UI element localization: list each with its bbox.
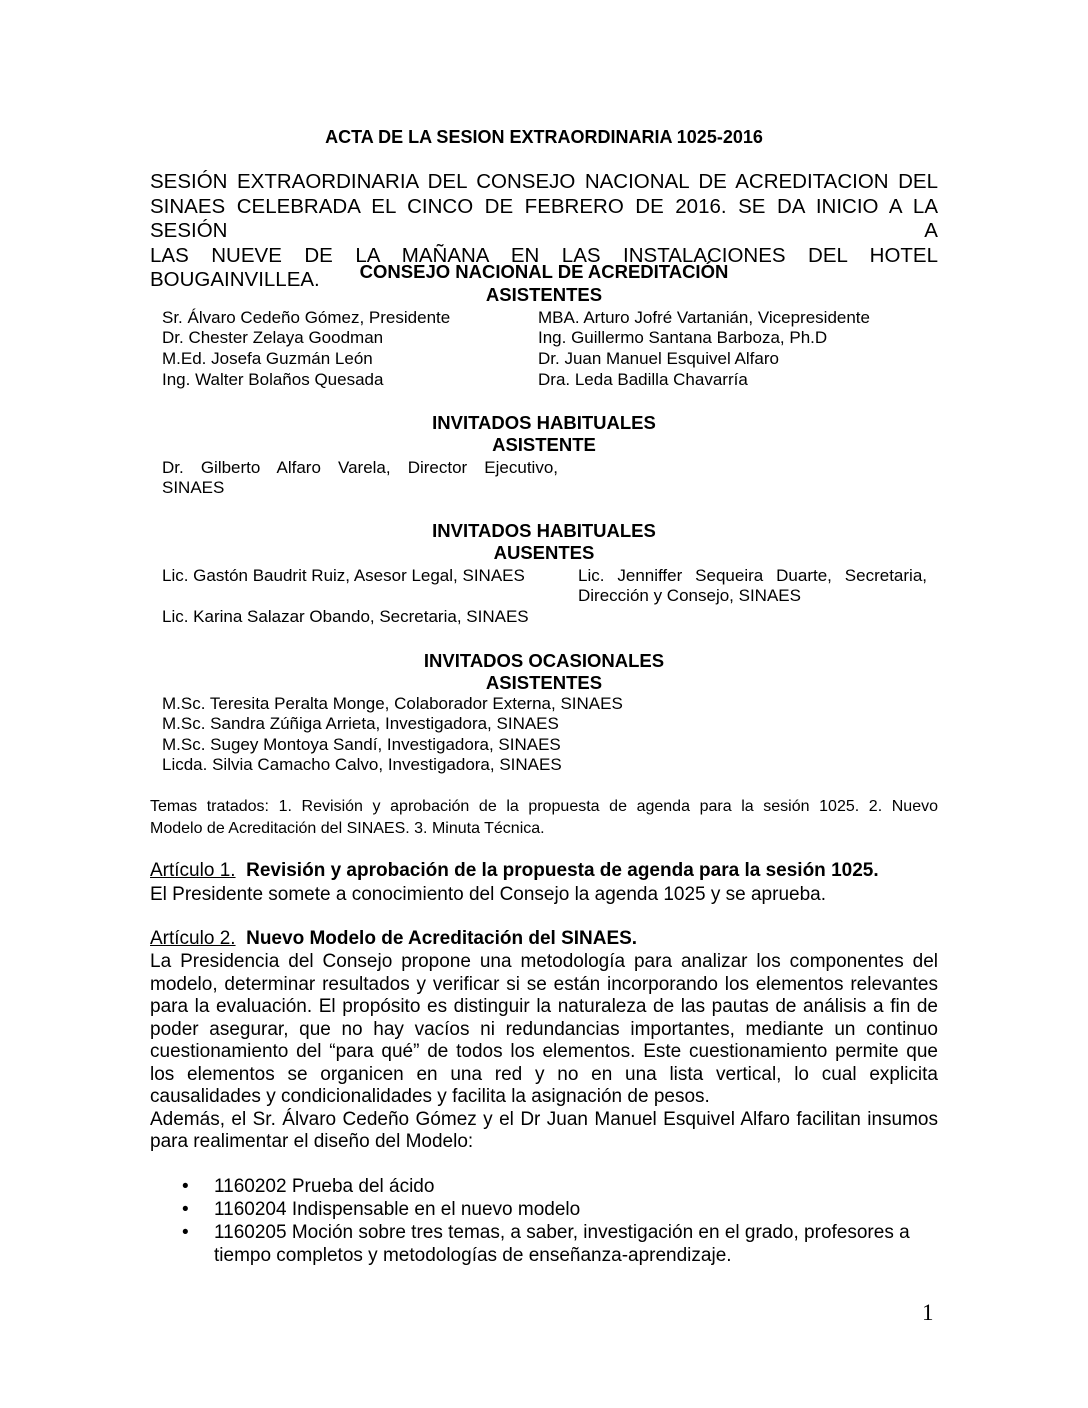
article-label: Artículo 2. (150, 928, 236, 949)
body-line: para la evaluación. El propósito es distinguir la naturaleza de las pautas de análisis a fin de (150, 996, 938, 1017)
guest-line: SINAES (162, 478, 225, 497)
occasional-guest: M.Sc. Teresita Peralta Monge, Colaborador Externa, SINAES (162, 694, 623, 713)
bullet-icon: • (182, 1222, 189, 1243)
page-number: 1 (922, 1300, 934, 1325)
council-member: Sr. Álvaro Cedeño Gómez, Presidente (162, 308, 451, 327)
intro-line: LAS NUEVE DE LA MAÑANA EN LAS INSTALACIONES DEL HOTEL BOUGAINVILLEA. (150, 243, 938, 291)
intro-line: SINAES CELEBRADA EL CINCO DE FEBRERO DE 2016. SE DA INICIO A LA SESIÓN A (150, 194, 938, 242)
council-member: Dr. Juan Manuel Esquivel Alfaro (538, 349, 779, 368)
list-item-text: tiempo completos y metodologías de enseñanza-aprendizaje. (214, 1245, 732, 1266)
article-1-text: El Presidente somete a conocimiento del Consejo la agenda 1025 y se aprueba. (150, 884, 826, 905)
body-line: modelo, determinar resultados y verificar si se están incorporando los elementos relevantes (150, 973, 938, 995)
body-line: Además, el Sr. Álvaro Cedeño Gómez y el Dr Juan Manuel Esquivel Alfaro facilitan insumos (150, 1108, 938, 1130)
body-line: poder asegurar, que no hay vacíos ni redundancias importantes, mediante un continuo (150, 1018, 938, 1040)
council-member: Ing. Guillermo Santana Barboza, Ph.D (538, 328, 828, 347)
bullet-icon: • (182, 1176, 189, 1197)
occasional-heading: INVITADOS OCASIONALES (423, 650, 665, 671)
absent-guest: Lic. Gastón Baudrit Ruiz, Asesor Legal, SINAES (162, 566, 525, 585)
occasional-guest: M.Sc. Sugey Montoya Sandí, Investigadora, SINAES (162, 735, 561, 754)
topics-line: Temas tratados: 1. Revisión y aprobación de la propuesta de agenda para la sesión 1025. 2. Nuevo (150, 798, 938, 815)
intro-line: SESIÓN EXTRAORDINARIA DEL CONSEJO NACIONAL DE ACREDITACION DEL (150, 170, 938, 193)
guests-absent-heading: INVITADOS HABITUALES (432, 520, 656, 541)
document-title: ACTA DE LA SESION EXTRAORDINARIA 1025-2016 (325, 127, 763, 147)
occasional-guest: M.Sc. Sandra Zúñiga Arrieta, Investigadora, SINAES (162, 714, 559, 733)
guests-present-subheading: ASISTENTE (492, 434, 596, 455)
list-item-text: 1160204 Indispensable en el nuevo modelo (214, 1199, 581, 1220)
article-title: Revisión y aprobación de la propuesta de agenda para la sesión 1025. (246, 860, 879, 881)
article-label: Artículo 1. (150, 860, 236, 881)
list-item-continuation (150, 1244, 938, 1267)
list-item (150, 1221, 938, 1244)
absent-guest: Dirección y Consejo, SINAES (578, 586, 801, 605)
occasional-subheading: ASISTENTES (485, 672, 603, 693)
council-member: Dr. Chester Zelaya Goodman (162, 328, 384, 347)
council-member: MBA. Arturo Jofré Vartanián, Vicepresidente (538, 308, 870, 327)
guests-present-heading: INVITADOS HABITUALES (432, 412, 656, 433)
body-line: causalidades y condicionalidades y facilita la asignación de pesos. (150, 1086, 710, 1107)
list-item-text: 1160202 Prueba del ácido (214, 1176, 435, 1197)
article-title: Nuevo Modelo de Acreditación del SINAES. (246, 928, 638, 949)
council-heading: CONSEJO NACIONAL DE ACREDITACIÓN (359, 261, 729, 282)
bullet-icon: • (182, 1199, 189, 1220)
council-member: Ing. Walter Bolaños Quesada (162, 370, 384, 389)
list-item-text: 1160205 Moción sobre tres temas, a saber, investigación en el grado, profesores a (214, 1222, 910, 1243)
guest-line: Dr. Gilberto Alfaro Varela, Director Ejecutivo, (162, 458, 558, 477)
body-line: para realimentar el diseño del Modelo: (150, 1131, 474, 1152)
council-member: M.Ed. Josefa Guzmán León (162, 349, 373, 368)
body-line: La Presidencia del Consejo propone una metodología para analizar los componentes del (150, 951, 938, 972)
guest-entry (162, 458, 558, 478)
topics-list (150, 796, 938, 840)
article-2-body (150, 951, 938, 1154)
article-1-heading (150, 860, 879, 882)
article-2-bullets (150, 1175, 938, 1267)
council-subheading: ASISTENTES (485, 284, 603, 305)
council-member: Dra. Leda Badilla Chavarría (538, 370, 748, 389)
absent-guest: Lic. Jenniffer Sequeira Duarte, Secretaria, (578, 566, 927, 585)
body-line: cuestionamiento del “para qué” de todos los elementos. Este cuestionamiento permite que (150, 1041, 938, 1062)
article-2-heading (150, 928, 637, 950)
absent-guest: Lic. Karina Salazar Obando, Secretaria, SINAES (162, 607, 529, 626)
occasional-guest: Licda. Silvia Camacho Calvo, Investigadora, SINAES (162, 755, 562, 774)
topics-line: Modelo de Acreditación del SINAES. 3. Minuta Técnica. (150, 820, 545, 837)
absent-guest-entry (578, 566, 927, 586)
guests-absent-subheading: AUSENTES (493, 542, 595, 563)
list-item (150, 1198, 938, 1221)
body-line: los elementos se organicen en una red y no en una lista vertical, lo cual explicita (150, 1063, 938, 1085)
list-item (150, 1175, 938, 1198)
